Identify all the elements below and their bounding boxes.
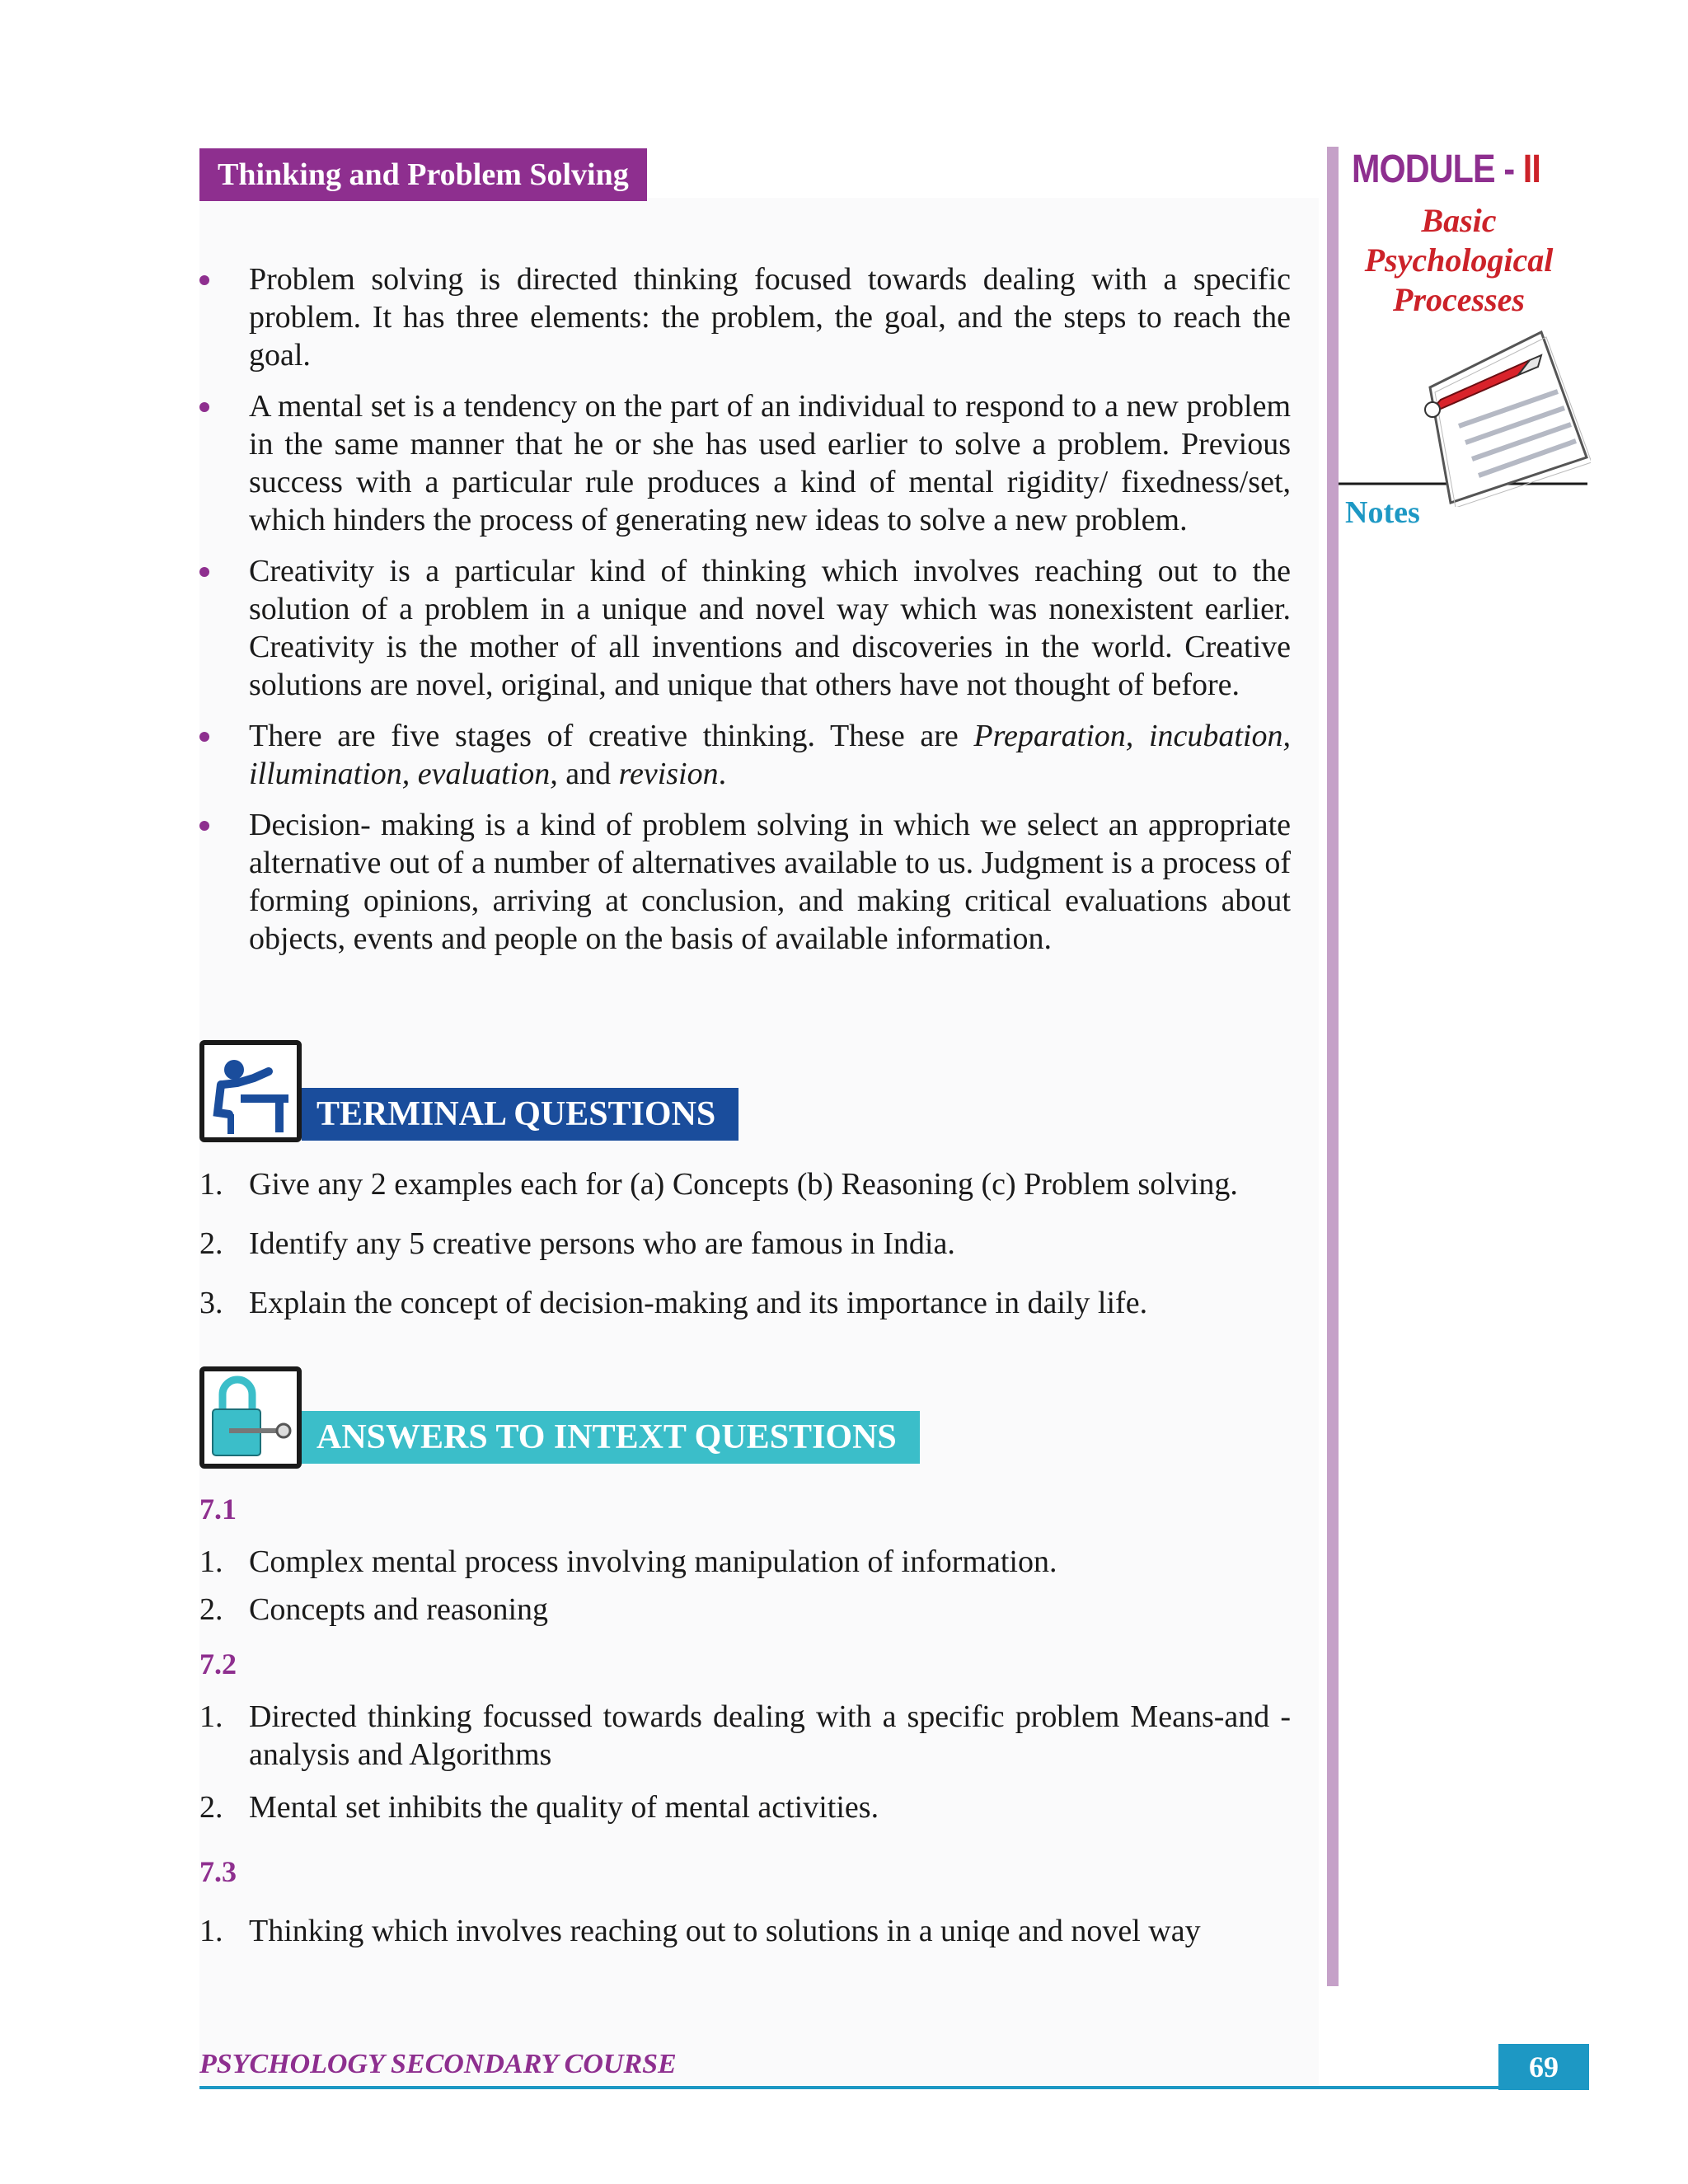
item-number: 1. [199, 1699, 223, 1734]
bullet-text: Problem solving is directed thinking focused towards dealing with a specific problem. It has three elements: the problem, the goal, and the steps to reach the goal. [249, 262, 1291, 373]
module-subtitle: Basic Psychological Processes [1364, 202, 1554, 318]
bullet-text: . [718, 757, 727, 791]
item-text: Concepts and reasoning [249, 1592, 549, 1627]
notes-pad-pencil-icon [1335, 326, 1591, 507]
answer-list-7-2 [199, 1698, 1291, 1841]
bullet-dot [199, 821, 209, 831]
summary-bullet [199, 552, 1291, 704]
bullet-dot [199, 567, 209, 577]
bullet-text: There are five stages of creative thinking. These are [249, 719, 974, 753]
numbered-item [199, 1543, 1291, 1581]
numbered-item [199, 1165, 1291, 1203]
item-number: 2. [199, 1592, 223, 1627]
answers-banner: ANSWERS TO INTEXT QUESTIONS [302, 1411, 920, 1464]
bullet-dot [199, 732, 209, 742]
bullet-text: Decision- making is a kind of problem solving in which we select an appropriate alternative out of a number of alternatives available to us. Judgment is a process of forming opinions, arriving at conclusion, and making critical evaluations about objects, events and people on the basis of available information. [249, 808, 1291, 956]
padlock-key-icon [199, 1366, 302, 1469]
bullet-dot [199, 402, 209, 412]
bullet-text: and [557, 757, 619, 791]
bullet-emphasis: revision [618, 757, 719, 791]
answer-section-7-1-label: 7.1 [199, 1493, 237, 1526]
module-number: II [1522, 148, 1541, 191]
numbered-item [199, 1912, 1291, 1950]
item-text: Mental set inhibits the quality of mental activities. [249, 1790, 879, 1825]
numbered-item [199, 1788, 1291, 1826]
item-text: Directed thinking focussed towards dealing with a specific problem Means-and - analysis and Algorithms [249, 1699, 1291, 1772]
summary-bullet [199, 260, 1291, 374]
footer-rule [199, 2086, 1503, 2089]
item-number: 1. [199, 1914, 223, 1948]
item-text: Give any 2 examples each for (a) Concepts (b) Reasoning (c) Problem solving. [249, 1167, 1238, 1202]
summary-bullet-list [199, 260, 1291, 971]
module-label [1352, 147, 1540, 192]
item-text: Complex mental process involving manipulation of information. [249, 1544, 1057, 1579]
item-text: Identify any 5 creative persons who are famous in India. [249, 1226, 955, 1261]
bullet-dot [199, 275, 209, 285]
item-number: 3. [199, 1286, 223, 1320]
bullet-emphasis: Preparation, incubation, illumination, evaluation, [249, 719, 1291, 791]
item-number: 2. [199, 1790, 223, 1825]
chapter-title-tag: Thinking and Problem Solving [199, 148, 647, 201]
answer-list-7-3 [199, 1912, 1291, 1960]
bullet-text: A mental set is a tendency on the part of an individual to respond to a new problem in the same manner that he or she has used earlier to solve a problem. Previous success with a particular rule produces a kind of mental rigidity/ fixedness/set, which hinders the process of generating new ideas to solve a new problem. [249, 389, 1291, 537]
page-number: 69 [1498, 2044, 1589, 2090]
numbered-item [199, 1284, 1291, 1322]
item-number: 2. [199, 1226, 223, 1261]
footer-course-title: PSYCHOLOGY SECONDARY COURSE [199, 2049, 677, 2079]
answer-section-7-3-label: 7.3 [199, 1855, 237, 1888]
notes-label: Notes [1345, 495, 1420, 530]
answer-list-7-1 [199, 1543, 1291, 1638]
terminal-questions-list [199, 1165, 1291, 1343]
summary-bullet [199, 806, 1291, 958]
summary-bullet [199, 717, 1291, 793]
numbered-item [199, 1225, 1291, 1263]
summary-bullet [199, 387, 1291, 539]
terminal-questions-banner: TERMINAL QUESTIONS [302, 1088, 738, 1141]
item-number: 1. [199, 1544, 223, 1579]
item-text: Thinking which involves reaching out to solutions in a uniqe and novel way [249, 1914, 1201, 1948]
bullet-text: Creativity is a particular kind of thinking which involves reaching out to the solution of a problem in a unique and novel way which was nonexistent earlier. Creativity is the mother of all inventions and discoveries in the world. Creative solutions are novel, original, and unique that others have not thought of before. [249, 554, 1291, 702]
numbered-item [199, 1591, 1291, 1629]
item-number: 1. [199, 1167, 223, 1202]
numbered-item [199, 1698, 1291, 1774]
student-at-desk-icon [199, 1040, 302, 1142]
module-prefix: MODULE - [1352, 148, 1523, 191]
item-text: Explain the concept of decision-making and its importance in daily life. [249, 1286, 1148, 1320]
answer-section-7-2-label: 7.2 [199, 1647, 237, 1680]
